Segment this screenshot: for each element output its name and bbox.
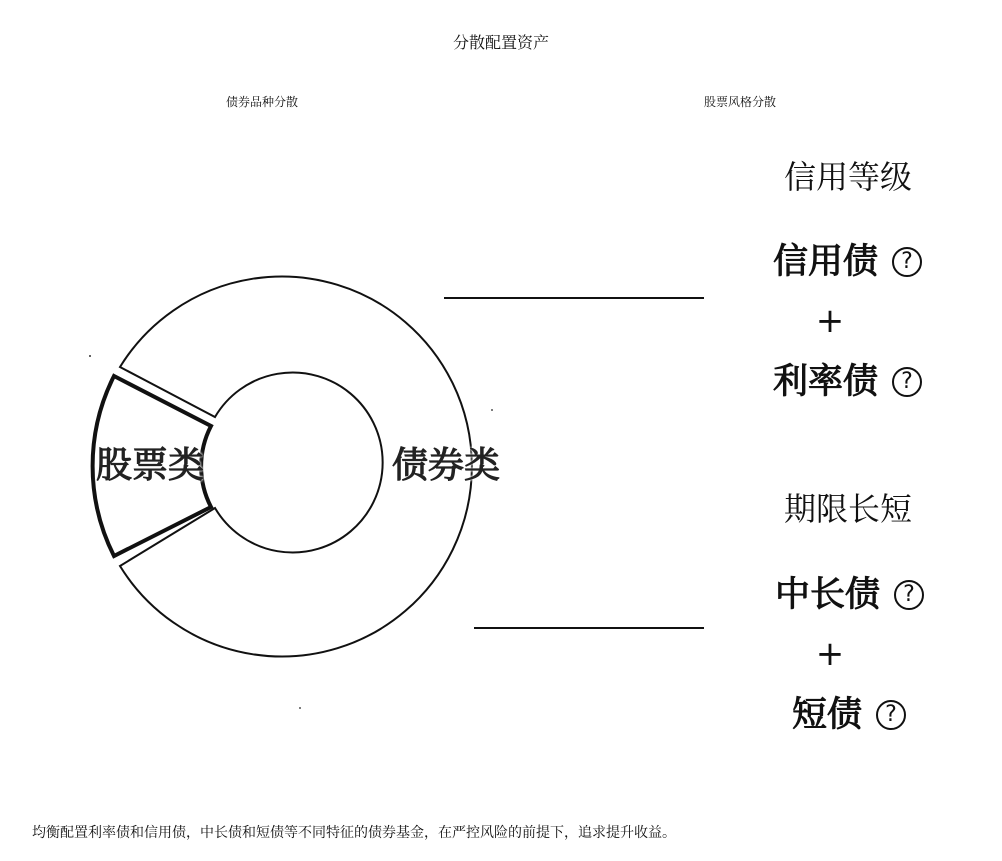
footnote: 均衡配置利率债和信用债，中长债和短债等不同特征的债券基金，在严控风险的前提下，追求提升收益。 [32, 825, 676, 841]
question-circle-icon[interactable]: ? [892, 367, 922, 397]
credit-bond-label: 信用债 [773, 242, 879, 282]
question-circle-icon[interactable]: ? [894, 580, 924, 610]
question-circle-icon[interactable]: ? [876, 700, 906, 730]
plus-sign: + [815, 301, 845, 341]
short-bond-label: 短债 [792, 695, 863, 735]
left-subtitle: 债券品种分散 [225, 95, 298, 109]
short-bond-item [792, 693, 906, 737]
rate-bond-item [773, 360, 922, 404]
credit-bond-item [773, 240, 922, 284]
mid-long-bond-item [775, 573, 924, 617]
page-title: 分散配置资产 [452, 33, 549, 52]
right-subtitle: 股票风格分散 [703, 95, 776, 109]
credit-rating-heading: 信用等级 [783, 158, 912, 196]
stock-segment-label: 股票类 [96, 445, 205, 486]
question-circle-icon[interactable]: ? [892, 247, 922, 277]
rate-bond-label: 利率债 [773, 362, 879, 402]
plus-sign: + [815, 634, 845, 674]
mid-long-bond-label: 中长债 [775, 575, 881, 615]
term-length-heading: 期限长短 [783, 490, 912, 528]
bond-segment-label: 债券类 [392, 445, 501, 486]
